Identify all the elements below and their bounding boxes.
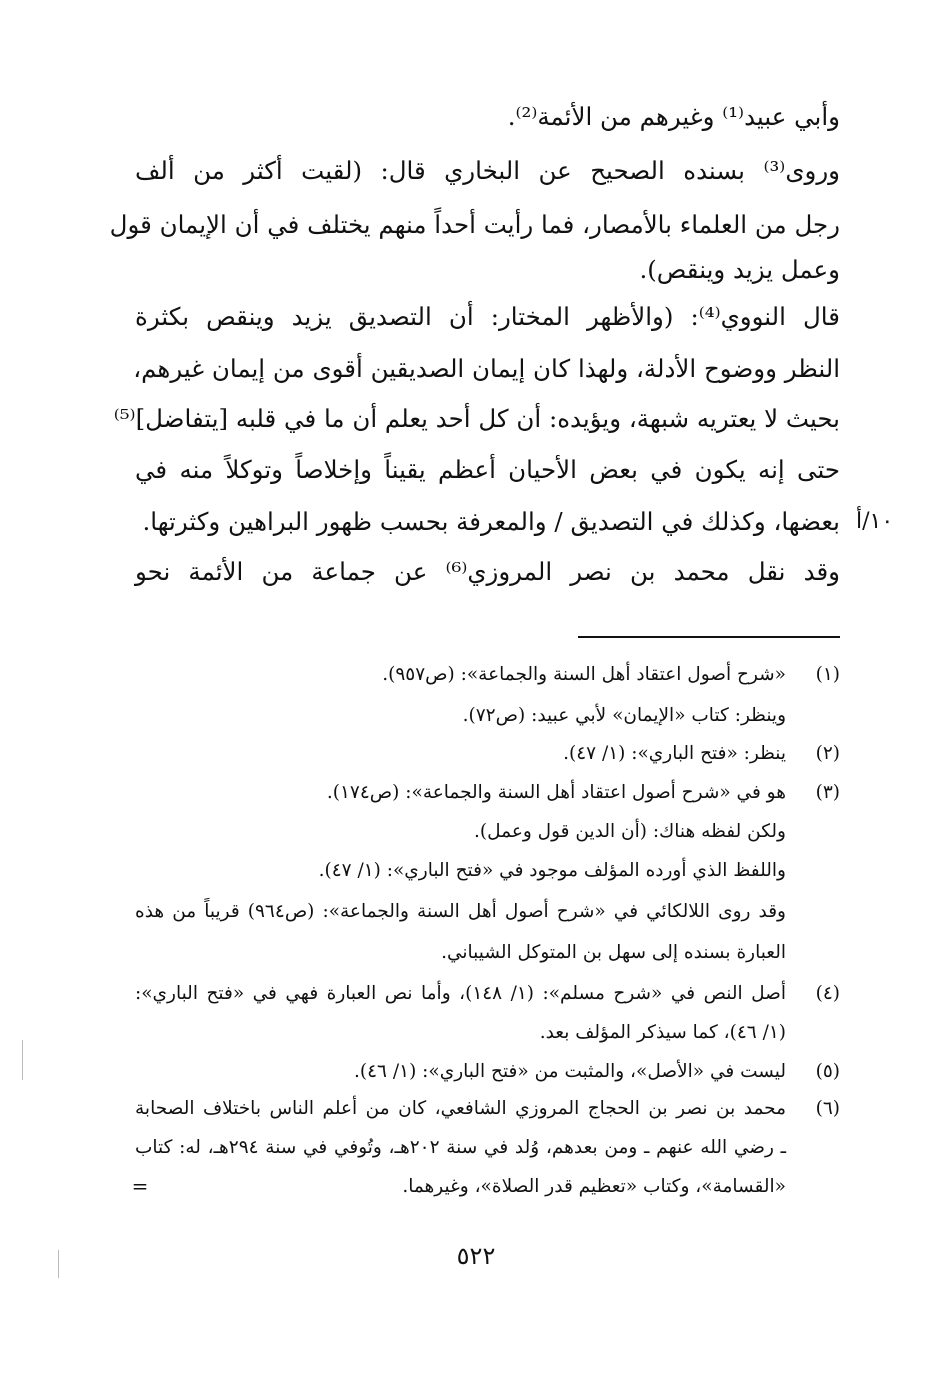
footnote-row xyxy=(135,1088,840,1129)
footnote-row xyxy=(135,654,840,695)
footnote-text: ولكن لفظه هناك: (أن الدين قول وعمل). xyxy=(474,821,786,842)
footnote-number xyxy=(798,932,840,973)
footnote-text: (١/ ٤٦)، كما سيذكر المؤلف بعد. xyxy=(539,1022,786,1043)
footnote-row xyxy=(135,932,840,973)
body-line-3: رجل من العلماء بالأمصار، فما رأيت أحداً منهم يختلف في أن الإيمان قول xyxy=(109,210,840,239)
continuation-mark: = xyxy=(131,1174,149,1198)
footnote-row xyxy=(135,695,840,736)
footnote-number xyxy=(798,695,840,736)
footnote-row xyxy=(135,1166,840,1207)
body-line-4: وعمل يزيد وينقص). xyxy=(639,255,840,284)
footnote-text: هو في «شرح أصول اعتقاد أهل السنة والجماعة»: (ص١٧٤). xyxy=(326,782,786,803)
footnote-row xyxy=(135,850,840,891)
footnote-text: «شرح أصول اعتقاد أهل السنة والجماعة»: (ص٩٥٧). xyxy=(382,664,786,685)
footnote-text: واللفظ الذي أورده المؤلف موجود في «فتح الباري»: (١/ ٤٧). xyxy=(318,860,786,881)
body-line-10: وقد نقل محمد بن نصر المروزي⁽⁶⁾ عن جماعة من الأئمة نحو xyxy=(135,557,841,586)
footnote-row xyxy=(135,733,840,774)
body-line-5: قال النووي⁽⁴⁾: (والأظهر المختار: أن التصديق يزيد وينقص بكثرة xyxy=(135,302,840,331)
footnote-row xyxy=(135,1051,840,1092)
footnote-text: ليست في «الأصل»، والمثبت من «فتح الباري»: (١/ ٤٦). xyxy=(354,1061,786,1082)
page-number: ٥٢٢ xyxy=(456,1242,496,1270)
footnote-text: ينظر: «فتح الباري»: (١/ ٤٧). xyxy=(563,743,786,764)
body-line-6: النظر ووضوح الأدلة، ولهذا كان إيمان الصديقين أقوى من إيمان غيرهم، xyxy=(133,354,840,383)
footnote-text: ـ رضي الله عنهم ـ ومن بعدهم، وُلد في سنة ٢٠٢هـ، وتُوفي في سنة ٢٩٤هـ، له: كتاب xyxy=(135,1137,786,1158)
footnote-text: وينظر: كتاب «الإيمان» لأبي عبيد: (ص٧٢). xyxy=(462,705,786,726)
footnote-text: «القسامة»، وكتاب «تعظيم قدر الصلاة»، وغيرهما. xyxy=(402,1176,786,1197)
footnote-text: العبارة بسنده إلى سهل بن المتوكل الشيباني. xyxy=(441,942,786,963)
scan-speck xyxy=(58,1250,59,1278)
body-line-9: بعضها، وكذلك في التصديق / والمعرفة بحسب ظهور البراهين وكثرتها. xyxy=(142,507,840,536)
footnote-row xyxy=(135,973,840,1014)
footnote-number xyxy=(798,1127,840,1168)
footnote-number: (٥) xyxy=(815,1061,840,1082)
body-line-7: بحيث لا يعتريه شبهة، ويؤيده: أن كل أحد يعلم أن ما في قلبه [يتفاضل]⁽⁵⁾ xyxy=(113,404,840,433)
footnote-number xyxy=(798,891,840,932)
footnote-row xyxy=(135,891,840,932)
footnote-row xyxy=(135,1127,840,1168)
footnote-text: أصل النص في «شرح مسلم»: (١/ ١٤٨)، وأما نص العبارة فهي في «فتح الباري»: xyxy=(135,983,786,1004)
footnote-row xyxy=(135,811,840,852)
footnote-number xyxy=(798,1012,840,1053)
scan-speck xyxy=(22,1040,23,1080)
footnote-separator xyxy=(578,636,840,638)
footnote-number xyxy=(798,811,840,852)
footnote-text: محمد بن نصر بن الحجاج المروزي الشافعي، كان من أعلم الناس باختلاف الصحابة xyxy=(135,1098,786,1119)
footnote-number: (٦) xyxy=(815,1098,840,1119)
footnote-row xyxy=(135,772,840,813)
body-line-8: حتى إنه يكون في بعض الأحيان أعظم يقيناً وإخلاصاً وتوكلاً منه في xyxy=(135,455,840,484)
footnote-number xyxy=(798,1166,840,1207)
footnote-number: (٤) xyxy=(815,983,840,1004)
footnote-number: (٣) xyxy=(815,782,840,803)
footnote-row xyxy=(135,1012,840,1053)
body-line-1: وأبي عبيد⁽¹⁾ وغيرهم من الأئمة⁽²⁾. xyxy=(507,102,840,131)
footnote-number: (٢) xyxy=(815,743,840,764)
footnote-text: وقد روى اللالكائي في «شرح أصول أهل السنة والجماعة»: (ص٩٦٤) قريباً من هذه xyxy=(135,901,786,922)
body-line-2: وروى⁽³⁾ بسنده الصحيح عن البخاري قال: (لقيت أكثر من ألف xyxy=(135,156,840,185)
footnote-number xyxy=(798,850,840,891)
footnote-number: (١) xyxy=(815,664,840,685)
folio-margin-note: ١٠/أ xyxy=(856,509,894,534)
